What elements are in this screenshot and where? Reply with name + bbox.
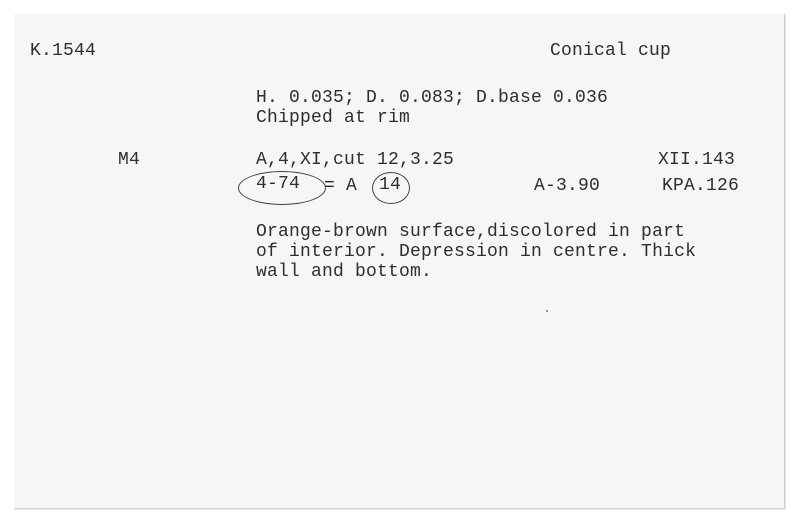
catalogue-number: K.1544 [30,41,97,61]
find-location: A,4,XI,cut 12,3.25 [256,150,455,170]
reference-2: KPA.126 [662,176,740,196]
context-code: M4 [118,150,141,170]
dimensions: H. 0.035; D. 0.083; D.base 0.036 [256,88,609,108]
description-line-3: wall and bottom. [256,262,433,282]
object-type: Conical cup [550,41,672,61]
description-line-1: Orange-brown surface,discolored in part [256,222,686,242]
index-card [14,14,785,509]
find-number-old: 4-74 [256,174,301,194]
condition: Chipped at rim [256,108,411,128]
reference-1: XII.143 [658,150,736,170]
level: A-3.90 [534,176,601,196]
find-number-new: 14 [379,175,402,195]
ink-speck [546,310,548,312]
find-number-equals: = A [324,176,358,196]
description-line-2: of interior. Depression in centre. Thick [256,242,697,262]
